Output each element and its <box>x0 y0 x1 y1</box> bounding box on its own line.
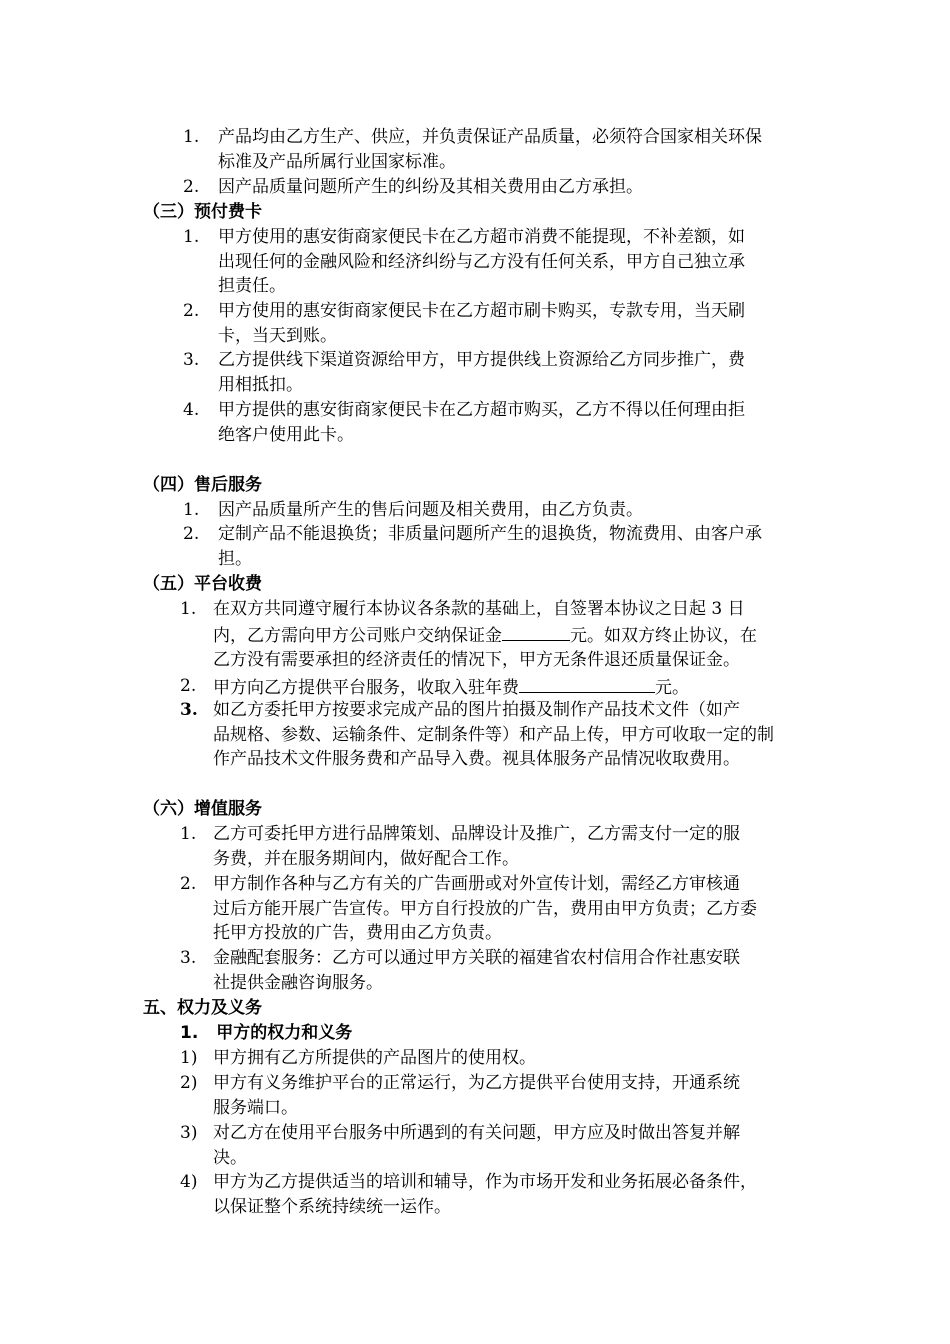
item-number: 2. <box>180 874 197 894</box>
subsection-number: 1. <box>180 1023 199 1043</box>
subsection-heading <box>180 1021 352 1045</box>
item-text-line: 甲方使用的惠安街商家便民卡在乙方超市消费不能提现，不补差额，如 <box>218 227 745 247</box>
item-number: 1. <box>183 127 200 147</box>
item-text-line: 出现任何的金融风险和经济纠纷与乙方没有任何关系，甲方自己独立承 <box>218 251 745 272</box>
item-text-line: 担。 <box>218 548 252 569</box>
section-heading-aftersale: （四）售后服务 <box>143 475 262 495</box>
item-number: 4. <box>183 400 200 420</box>
item-number: 1. <box>183 227 200 247</box>
item-text-line: 甲方制作各种与乙方有关的广告画册或对外宣传计划，需经乙方审核通 <box>213 874 740 894</box>
item-text-line: 品规格、参数、运输条件、定制条件等）和产品上传，甲方可收取一定的制 <box>213 724 774 745</box>
annual-fee-blank[interactable] <box>519 674 655 693</box>
item-text-line: 决。 <box>213 1147 247 1168</box>
item-number: 1. <box>180 599 197 619</box>
item-text-line: 务费，并在服务期间内，做好配合工作。 <box>213 848 519 869</box>
item-text-line: 乙方提供线下渠道资源给甲方，甲方提供线上资源给乙方同步推广，费 <box>218 350 745 370</box>
item-number: 3) <box>180 1123 198 1143</box>
item-text-line: 担责任。 <box>218 276 286 296</box>
item-text-line: 乙方没有需要承担的经济责任的情况下，甲方无条件退还质量保证金。 <box>213 650 740 670</box>
item-text-line: 服务端口。 <box>213 1097 298 1118</box>
item-text-segment: 甲方向乙方提供平台服务，收取入驻年费 <box>213 678 519 698</box>
item-text-line: 因产品质量问题所产生的纠纷及其相关费用由乙方承担。 <box>218 177 643 197</box>
chapter-heading-rights: 五、权力及义务 <box>143 998 262 1018</box>
deposit-amount-blank[interactable] <box>502 622 570 641</box>
item-text-line: 产品均由乙方生产、供应，并负责保证产品质量，必须符合国家相关环保 <box>218 127 762 147</box>
section-heading-valueadded: （六）增值服务 <box>143 799 262 819</box>
item-text-line: 标准及产品所属行业国家标准。 <box>218 151 456 172</box>
item-text-line: 以保证整个系统持续统一运作。 <box>213 1196 451 1217</box>
item-text-line: 如乙方委托甲方按要求完成产品的图片拍摄及制作产品技术文件（如产 <box>213 700 740 720</box>
item-text-line: 甲方提供的惠安街商家便民卡在乙方超市购买，乙方不得以任何理由拒 <box>218 400 745 420</box>
section-heading-platform: （五）平台收费 <box>143 574 262 594</box>
item-number: 1. <box>183 500 200 520</box>
item-number: 3. <box>180 948 197 968</box>
item-number: 2. <box>180 676 197 696</box>
item-text-segment: 内，乙方需向甲方公司账户交纳保证金 <box>213 625 502 646</box>
item-text-line: 社提供金融咨询服务。 <box>213 972 383 993</box>
item-text-line: 过后方能开展广告宣传。甲方自行投放的广告，费用由甲方负责；乙方委 <box>213 898 757 919</box>
item-text-line: 因产品质量所产生的售后问题及相关费用，由乙方负责。 <box>218 500 643 520</box>
item-number: 2. <box>183 301 200 321</box>
item-number: 2. <box>183 524 200 544</box>
item-text-line: 绝客户使用此卡。 <box>218 424 354 445</box>
item-text-line: 卡，当天到账。 <box>218 325 337 346</box>
item-number: 4) <box>180 1172 198 1192</box>
item-number: 3. <box>183 350 200 370</box>
item-text-segment: 元。如双方终止协议，在 <box>570 625 757 646</box>
item-text-line: 作产品技术文件服务费和产品导入费。视具体服务产品情况收取费用。 <box>213 749 740 769</box>
section-heading-prepaid: （三）预付费卡 <box>143 202 262 222</box>
item-text-line: 甲方使用的惠安街商家便民卡在乙方超市刷卡购买，专款专用，当天刷 <box>218 301 745 321</box>
subsection-title: 甲方的权力和义务 <box>216 1023 353 1043</box>
item-number: 3. <box>180 700 198 720</box>
item-number: 2. <box>183 177 200 197</box>
item-text-line: 对乙方在使用平台服务中所遇到的有关问题，甲方应及时做出答复并解 <box>213 1123 740 1143</box>
item-text-line: 金融配套服务：乙方可以通过甲方关联的福建省农村信用合作社惠安联 <box>213 948 740 968</box>
item-text-segment: 元。 <box>655 678 689 698</box>
item-number: 1) <box>180 1048 198 1068</box>
item-text-line: 在双方共同遵守履行本协议各条款的基础上，自签署本协议之日起 3 日 <box>213 599 745 619</box>
item-text-line: 甲方有义务维护平台的正常运行，为乙方提供平台使用支持，开通系统 <box>213 1073 740 1093</box>
item-text-line: 甲方为乙方提供适当的培训和辅导，作为市场开发和业务拓展必备条件， <box>213 1172 757 1192</box>
item-text-line: 甲方拥有乙方所提供的产品图片的使用权。 <box>213 1048 536 1068</box>
item-text-line: 乙方可委托甲方进行品牌策划、品牌设计及推广，乙方需支付一定的服 <box>213 824 740 844</box>
item-text-line: 用相抵扣。 <box>218 374 303 395</box>
item-text-line <box>213 622 757 649</box>
item-text-line <box>213 674 689 701</box>
item-number: 1. <box>180 824 197 844</box>
item-number: 2) <box>180 1073 198 1093</box>
item-text-line: 定制产品不能退换货；非质量问题所产生的退换货，物流费用、由客户承 <box>218 524 762 544</box>
item-text-line: 托甲方投放的广告，费用由乙方负责。 <box>213 923 502 943</box>
